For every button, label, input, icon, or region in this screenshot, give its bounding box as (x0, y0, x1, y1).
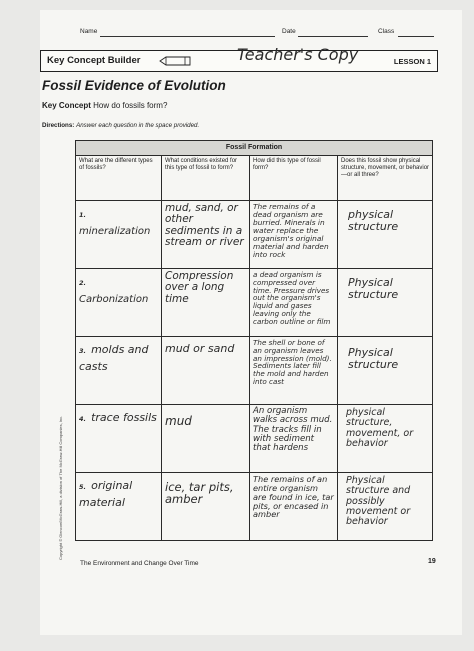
key-concept-builder-banner (40, 45, 438, 72)
fossil-type-answer: trace fossils (91, 411, 157, 424)
teachers-copy-note: Teacher's Copy (237, 45, 359, 64)
shows-answer: physical structure, movement, or behavior (338, 405, 433, 473)
banner-title: Key Concept Builder (47, 55, 141, 66)
table-caption: Fossil Formation (76, 141, 433, 156)
formation-answer: The shell or bone of an organism leaves an impression (mold). Sediments later fill the mold and harden into cast (250, 337, 338, 405)
directions-text: Answer each question in the space provided. (76, 122, 200, 129)
formation-answer: a dead organism is compressed over time. Pressure drives out the organism's liquid and gases leaving only the carbon outline or film (250, 269, 338, 337)
shows-answer: Physical structure (338, 337, 433, 405)
fossil-type-answer: molds and casts (79, 343, 149, 374)
table-row (76, 473, 433, 541)
key-concept-text: How do fossils form? (93, 101, 168, 110)
lesson-label: LESSON 1 (393, 57, 431, 66)
table-row (76, 405, 433, 473)
fossil-type-answer: original material (79, 479, 133, 510)
row-number: 2. (79, 279, 86, 287)
table-row (76, 337, 433, 405)
formation-answer: An organism walks across mud. The tracks fill in with sediment that hardens (250, 405, 338, 473)
conditions-answer: mud or sand (162, 337, 250, 405)
conditions-answer: Compression over a long time (162, 269, 250, 337)
conditions-answer: ice, tar pits, amber (162, 473, 250, 541)
directions-label: Directions: (42, 122, 75, 129)
key-concept-label: Key Concept (42, 101, 91, 110)
directions (42, 122, 199, 129)
pencil-icon (159, 56, 193, 66)
column-header: What conditions existed for this type of fossil to form? (162, 156, 250, 201)
key-concept (42, 101, 167, 110)
date-label: Date (282, 28, 296, 35)
name-line (100, 36, 275, 37)
column-header: How did this type of fossil form? (250, 156, 338, 201)
class-line (398, 36, 434, 37)
fossil-type-answer: Carbonization (79, 294, 149, 306)
fossil-formation-table (75, 140, 433, 541)
row-number: 4. (79, 415, 86, 423)
formation-answer: The remains of an entire organism are found in ice, tar pits, or encased in amber (250, 473, 338, 541)
fossil-type-answer: mineralization (79, 226, 151, 238)
date-line (298, 36, 368, 37)
footer-chapter: The Environment and Change Over Time (80, 560, 199, 567)
shows-answer: physical structure (338, 201, 433, 269)
table-row (76, 201, 433, 269)
class-label: Class (378, 28, 395, 35)
column-header: Does this fossil show physical structure, movement, or behavior—or all three? (338, 156, 433, 201)
shows-answer: Physical structure and possibly movement or behavior (338, 473, 433, 541)
page-title: Fossil Evidence of Evolution (42, 78, 226, 93)
row-number: 3. (79, 347, 86, 355)
row-number: 1. (79, 211, 86, 219)
conditions-answer: mud (162, 405, 250, 473)
conditions-answer: mud, sand, or other sediments in a stream or river (162, 201, 250, 269)
row-number: 5. (79, 483, 86, 491)
name-label: Name (80, 28, 98, 35)
copyright-notice: Copyright © Glencoe/McGraw-Hill, a division of The McGraw-Hill Companies, Inc. (58, 415, 63, 560)
shows-answer: Physical structure (338, 269, 433, 337)
column-header: What are the different types of fossils? (76, 156, 162, 201)
formation-answer: The remains of a dead organism are burried. Minerals in water replace the organism's original material and harden into rock (250, 201, 338, 269)
table-row (76, 269, 433, 337)
page-number: 19 (428, 558, 436, 565)
